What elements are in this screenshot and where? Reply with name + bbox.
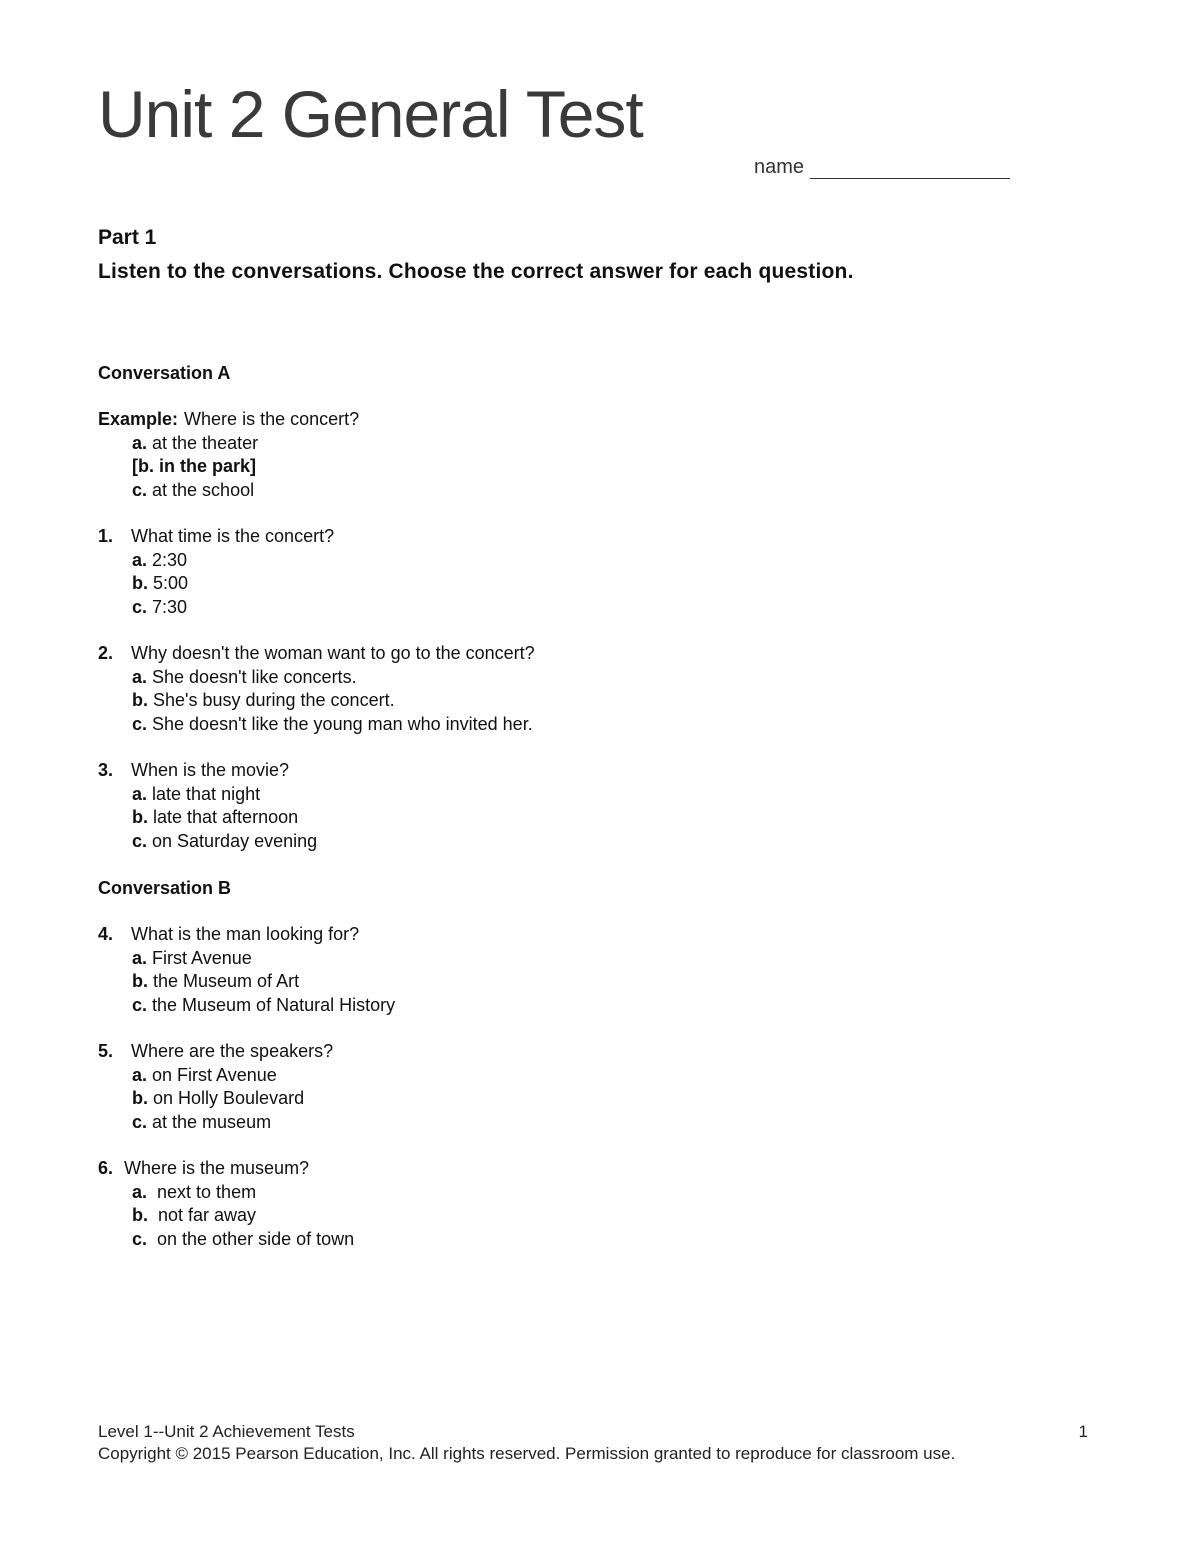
option-text: 2:30 [152,549,188,570]
option-a[interactable] [132,432,1098,456]
option-a[interactable] [132,549,1098,573]
option-text: not far away [158,1205,257,1225]
question-number: 4. [98,924,114,944]
option-text: She doesn't like the young man who invited her. [152,713,533,734]
option-letter: c. [132,596,148,617]
question-text: Where is the museum? [124,1158,310,1178]
footer-level: Level 1--Unit 2 Achievement Tests [98,1422,355,1441]
option-letter: c. [132,479,148,500]
conversation-a-heading: Conversation A [98,363,231,383]
conversation-b-heading: Conversation B [98,878,232,898]
question-number: 6. [98,1158,114,1178]
option-text: next to them [157,1181,257,1202]
page-title: Unit 2 General Test [98,77,643,151]
option-text: She's busy during the concert. [153,690,395,710]
option-letter: c. [132,1111,148,1132]
option-letter: c. [132,713,148,734]
question-number: 3. [98,760,114,780]
question-number: 2. [98,643,114,663]
option-c[interactable] [132,479,1098,503]
example-label: Example: [98,409,179,429]
name-field [754,156,1010,179]
option-text: First Avenue [152,947,252,968]
option-a[interactable] [132,666,1098,690]
option-letter: a. [132,1064,148,1085]
option-b[interactable] [132,970,1098,994]
option-b[interactable] [132,1087,1098,1111]
part-title: Part 1 [98,226,157,249]
question-number: 5. [98,1041,114,1061]
part-instruction: Listen to the conversations. Choose the correct answer for each question. [98,260,854,283]
name-blank-line[interactable] [810,158,1010,179]
option-a[interactable] [132,1181,1098,1205]
option-c[interactable] [132,830,1098,854]
option-text: 7:30 [152,596,188,617]
option-text: at the museum [152,1111,272,1132]
option-letter: b. [132,1088,148,1108]
option-b-answer[interactable] [132,455,1098,479]
option-text: the Museum of Art [153,971,300,991]
option-a[interactable] [132,947,1098,971]
option-letter: a. [132,1181,148,1202]
question-1 [98,525,1098,619]
option-letter: c. [132,994,148,1015]
option-text: late that night [152,783,261,804]
page-footer [98,1421,1088,1465]
option-text: on the other side of town [157,1228,355,1249]
question-6 [98,1157,1098,1251]
option-text: 5:00 [153,573,189,593]
option-b[interactable] [132,572,1098,596]
question-5 [98,1040,1098,1134]
option-letter: b. [132,807,148,827]
option-b[interactable] [132,689,1098,713]
option-letter: a. [132,666,148,687]
option-a[interactable] [132,783,1098,807]
option-c[interactable] [132,713,1098,737]
option-text: late that afternoon [153,807,299,827]
question-text: What is the man looking for? [131,924,360,944]
option-text: She doesn't like concerts. [152,666,357,687]
question-text: Where are the speakers? [131,1041,334,1061]
question-text: What time is the concert? [131,526,335,546]
option-c[interactable] [132,1111,1098,1135]
option-a[interactable] [132,1064,1098,1088]
part-header [98,226,854,284]
option-letter: a. [132,947,148,968]
option-letter: b. [132,690,148,710]
option-letter: b. [132,573,148,593]
name-label: name [754,156,805,178]
option-text: the Museum of Natural History [152,994,396,1015]
questions-content [98,362,1098,1251]
question-text: Why doesn't the woman want to go to the concert? [131,643,535,663]
page-number: 1 [1078,1422,1088,1441]
option-letter: a. [132,549,148,570]
option-c[interactable] [132,596,1098,620]
option-letter: c. [132,830,148,851]
option-c[interactable] [132,1228,1098,1252]
option-letter: a. [132,783,148,804]
option-text: on Saturday evening [152,830,318,851]
option-c[interactable] [132,994,1098,1018]
example-question [98,408,1098,502]
option-text: at the school [152,479,255,500]
option-b[interactable] [132,806,1098,830]
question-text: When is the movie? [131,760,290,780]
option-text: on First Avenue [152,1064,277,1085]
option-letter: b. [132,1205,148,1225]
option-text: [b. in the park] [132,456,257,476]
option-letter: b. [132,971,148,991]
option-b[interactable] [132,1204,1098,1228]
footer-copyright: Copyright © 2015 Pearson Education, Inc. All rights reserved. Permission granted to reproduce for classroom use. [98,1444,956,1463]
question-number: 1. [98,526,114,546]
option-text: at the theater [152,432,259,453]
option-letter: c. [132,1228,148,1249]
option-text: on Holly Boulevard [153,1088,305,1108]
question-2 [98,642,1098,736]
option-letter: a. [132,432,148,453]
question-text: Where is the concert? [184,409,360,429]
question-4 [98,923,1098,1017]
question-3 [98,759,1098,853]
